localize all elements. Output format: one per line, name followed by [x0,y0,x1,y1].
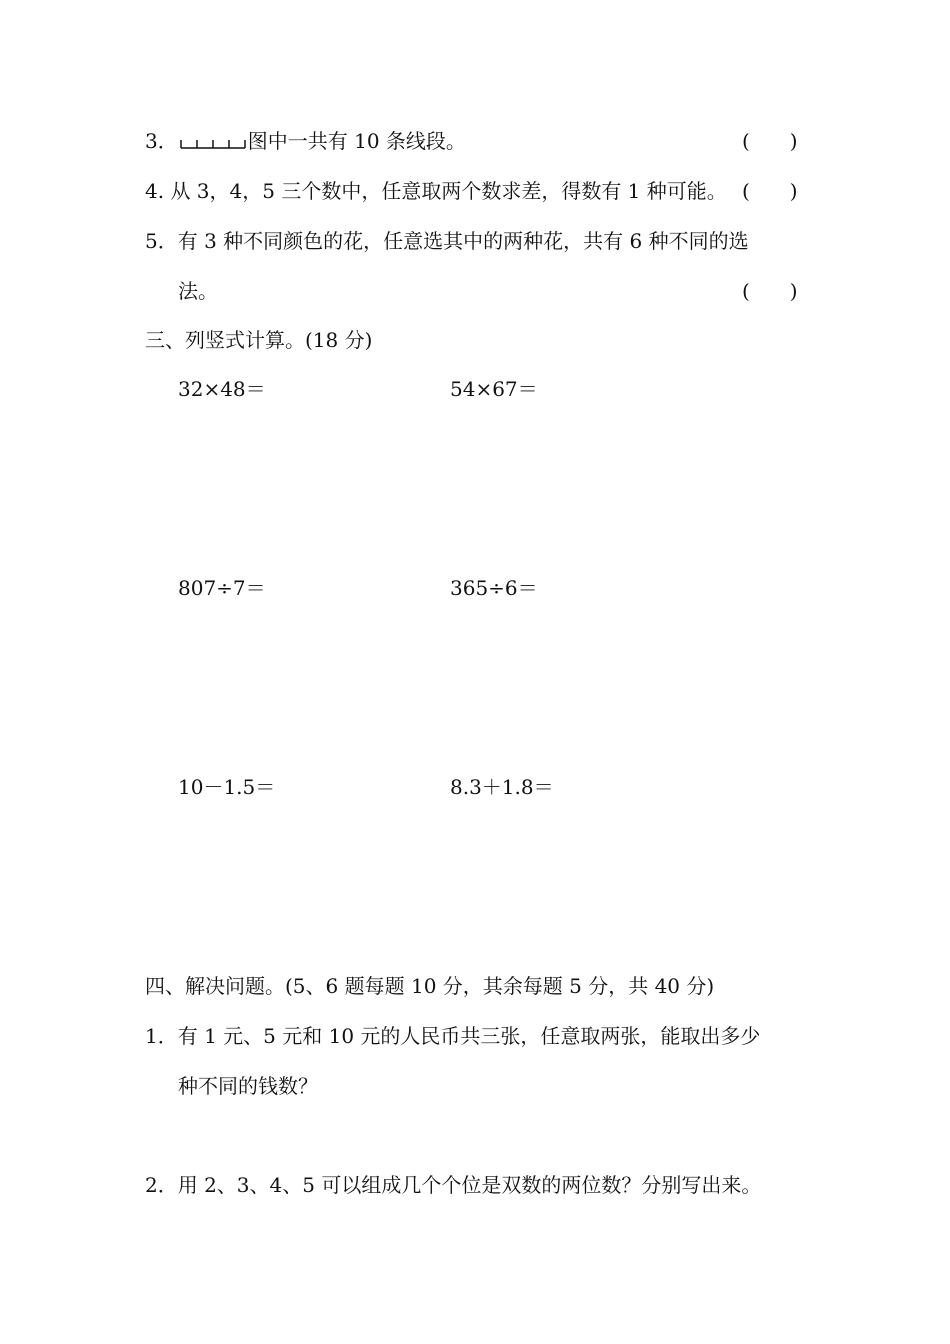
question-number: 3． [145,129,178,153]
section3-heading: 三、列竖式计算。(18 分) [145,328,373,352]
calc-problem-6: 8.3＋1.8＝ [450,775,554,799]
calc-problem-3: 807÷7＝ [178,576,266,600]
judgement-q5-line1: 5．有 3 种不同颜色的花，任意选其中的两种花，共有 6 种不同的选 [145,229,749,253]
question-text: 图中一共有 10 条线段。 [247,129,466,153]
calc-problem-5: 10－1.5＝ [178,775,276,799]
judgement-q3 [145,129,466,153]
calc-problem-4: 365÷6＝ [450,576,538,600]
judgement-q4: 4. 从 3，4，5 三个数中，任意取两个数求差，得数有 1 种可能。 [145,179,727,203]
section4-heading: 四、解决问题。(5、6 题每题 10 分，其余每题 5 分，共 40 分) [145,974,715,998]
problem-1-line2: 种不同的钱数？ [178,1074,318,1098]
answer-paren-q5: ( ) [742,279,798,303]
calc-problem-2: 54×67＝ [450,377,538,401]
answer-paren-q4: ( ) [742,179,798,203]
problem-1-line1: 1．有 1 元、5 元和 10 元的人民币共三张，任意取两张，能取出多少 [145,1024,761,1048]
answer-paren-q3: ( ) [742,129,798,153]
problem-2: 2．用 2、3、4、5 可以组成几个个位是双数的两位数？分别写出来。 [145,1173,762,1197]
calc-problem-1: 32×48＝ [178,377,266,401]
judgement-q5-line2: 法。 [178,279,218,303]
line-segment-figure [180,136,246,150]
